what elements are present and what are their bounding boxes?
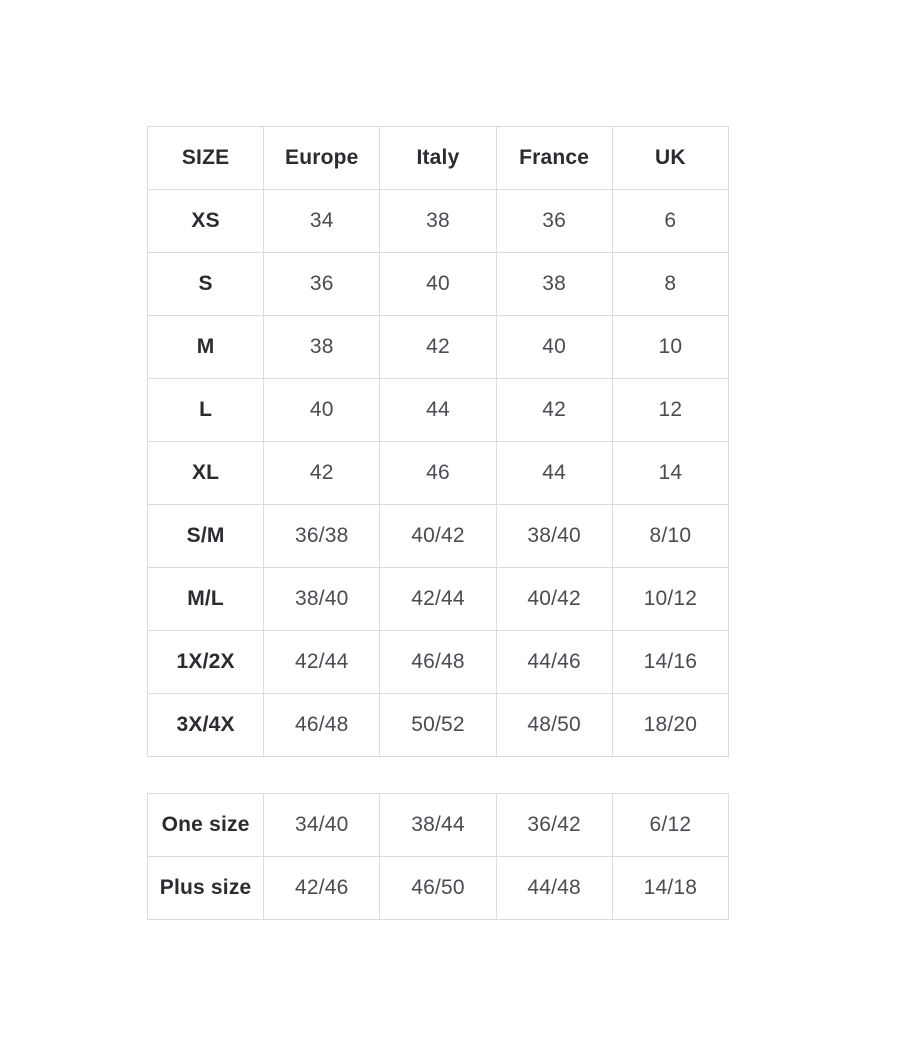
table-row — [148, 442, 729, 505]
row-label-1x-2x: 1X/2X — [148, 631, 264, 694]
size-value-cell: 40 — [380, 253, 496, 316]
special-sizes-table — [147, 793, 729, 920]
table-row — [148, 568, 729, 631]
size-value-cell: 42 — [380, 316, 496, 379]
table-row — [148, 190, 729, 253]
row-label-one-size: One size — [148, 794, 264, 857]
size-value-cell: 38 — [496, 253, 612, 316]
row-label-m-l: M/L — [148, 568, 264, 631]
row-label-s-m: S/M — [148, 505, 264, 568]
row-label-xs: XS — [148, 190, 264, 253]
size-value-cell: 38/44 — [380, 794, 496, 857]
size-value-cell: 46/50 — [380, 857, 496, 920]
size-value-cell: 36/38 — [264, 505, 380, 568]
size-value-cell: 40/42 — [496, 568, 612, 631]
column-header-france: France — [496, 127, 612, 190]
size-value-cell: 10 — [612, 316, 728, 379]
row-label-s: S — [148, 253, 264, 316]
row-label-xl: XL — [148, 442, 264, 505]
size-value-cell: 48/50 — [496, 694, 612, 757]
size-value-cell: 36/42 — [496, 794, 612, 857]
size-value-cell: 6/12 — [612, 794, 728, 857]
size-value-cell: 14 — [612, 442, 728, 505]
size-value-cell: 6 — [612, 190, 728, 253]
size-value-cell: 14/18 — [612, 857, 728, 920]
row-label-plus-size: Plus size — [148, 857, 264, 920]
size-value-cell: 44/48 — [496, 857, 612, 920]
row-label-m: M — [148, 316, 264, 379]
size-value-cell: 46/48 — [380, 631, 496, 694]
size-value-cell: 44 — [496, 442, 612, 505]
column-header-europe: Europe — [264, 127, 380, 190]
size-value-cell: 40 — [496, 316, 612, 379]
size-value-cell: 12 — [612, 379, 728, 442]
size-value-cell: 46/48 — [264, 694, 380, 757]
table-row — [148, 694, 729, 757]
size-value-cell: 42 — [264, 442, 380, 505]
size-value-cell: 8 — [612, 253, 728, 316]
table-row — [148, 316, 729, 379]
size-value-cell: 40/42 — [380, 505, 496, 568]
size-value-cell: 42 — [496, 379, 612, 442]
size-table-header — [148, 127, 729, 190]
size-value-cell: 34/40 — [264, 794, 380, 857]
size-value-cell: 36 — [496, 190, 612, 253]
column-header-uk: UK — [612, 127, 728, 190]
size-value-cell: 10/12 — [612, 568, 728, 631]
size-conversion-table — [147, 126, 729, 757]
special-sizes-body — [148, 794, 729, 920]
size-value-cell: 40 — [264, 379, 380, 442]
size-value-cell: 38/40 — [264, 568, 380, 631]
size-value-cell: 14/16 — [612, 631, 728, 694]
size-value-cell: 38/40 — [496, 505, 612, 568]
table-row — [148, 253, 729, 316]
size-table-body — [148, 190, 729, 757]
column-header-italy: Italy — [380, 127, 496, 190]
size-value-cell: 46 — [380, 442, 496, 505]
table-row — [148, 857, 729, 920]
table-row — [148, 505, 729, 568]
header-row — [148, 127, 729, 190]
size-value-cell: 38 — [380, 190, 496, 253]
size-value-cell: 34 — [264, 190, 380, 253]
row-label-3x-4x: 3X/4X — [148, 694, 264, 757]
table-row — [148, 794, 729, 857]
row-label-l: L — [148, 379, 264, 442]
table-row — [148, 631, 729, 694]
size-value-cell: 38 — [264, 316, 380, 379]
size-value-cell: 18/20 — [612, 694, 728, 757]
size-value-cell: 36 — [264, 253, 380, 316]
size-value-cell: 42/46 — [264, 857, 380, 920]
size-value-cell: 42/44 — [264, 631, 380, 694]
size-value-cell: 44 — [380, 379, 496, 442]
size-value-cell: 44/46 — [496, 631, 612, 694]
column-header-size: SIZE — [148, 127, 264, 190]
size-value-cell: 50/52 — [380, 694, 496, 757]
table-row — [148, 379, 729, 442]
size-value-cell: 8/10 — [612, 505, 728, 568]
size-value-cell: 42/44 — [380, 568, 496, 631]
